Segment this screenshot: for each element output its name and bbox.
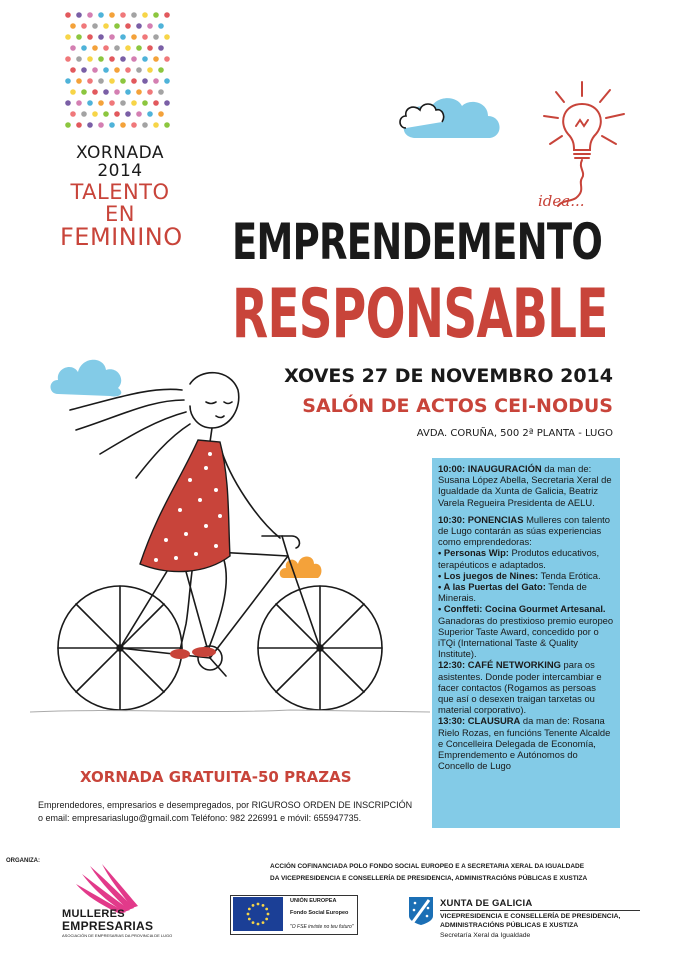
polka-dot xyxy=(136,45,142,51)
polka-dot xyxy=(109,34,115,40)
polka-dot xyxy=(109,100,115,106)
polka-dot xyxy=(158,89,164,95)
polka-dot xyxy=(125,23,131,29)
polka-dot xyxy=(131,122,137,128)
audience-line: Emprendedores, empresarios e desempregados, por RIGUROSO ORDEN DE INSCRIPCIÓN xyxy=(38,800,413,810)
polka-dot xyxy=(76,34,82,40)
polka-dot xyxy=(131,56,137,62)
cofinancing-line1: ACCIÓN COFINANCIADA POLO FONDO SOCIAL EUROPEO E A SECRETARIA XERAL DA IGUALDADE xyxy=(270,863,585,870)
eu-star xyxy=(267,913,270,916)
eu-star xyxy=(247,913,250,916)
polka-dot xyxy=(87,34,93,40)
polka-dot xyxy=(164,122,170,128)
polka-dot xyxy=(125,89,131,95)
polka-dot xyxy=(136,23,142,29)
closing-text: da man de: Rosana Rielo Rozas, en funcións Tenente Alcalde e Concelleira Delegada de Economía, Emprendemento e Autónomos do Concello de Lugo xyxy=(438,715,611,772)
eu-star xyxy=(257,903,260,906)
contact-line: o email: empresariaslugo@gmail.com Teléfono: 982 226991 e móvil: 655947735. xyxy=(38,813,362,823)
program-item xyxy=(438,603,614,659)
polka-dot xyxy=(70,111,76,117)
polka-dot xyxy=(136,89,142,95)
eu-star xyxy=(252,921,255,924)
cofinancing-line2: DA VICEPRESIDENCIA E CONSELLERÍA DE PRESIDENCIA, ADMINISTRACIÓNS PÚBLICAS E XUSTIZA xyxy=(270,875,588,882)
polka-dot xyxy=(120,12,126,18)
polka-dot xyxy=(120,56,126,62)
polka-dot xyxy=(120,122,126,128)
eu-star xyxy=(252,904,255,907)
polka-dot xyxy=(81,67,87,73)
polka-dot xyxy=(142,12,148,18)
coffee-time: 12:30: xyxy=(438,659,466,671)
polka-dot xyxy=(92,23,98,29)
polka-dot xyxy=(65,34,71,40)
polka-dot xyxy=(153,100,159,106)
polka-dot xyxy=(92,89,98,95)
polka-dot xyxy=(153,12,159,18)
title-line-2: RESPONSABLE xyxy=(232,275,608,354)
program-opening xyxy=(438,463,614,508)
polka-dot xyxy=(136,111,142,117)
polka-dot xyxy=(87,56,93,62)
program-box xyxy=(432,458,620,828)
polka-dot xyxy=(92,111,98,117)
polka-dot xyxy=(142,56,148,62)
polka-dot xyxy=(120,34,126,40)
item-text: Ganadoras do prestixioso premio europeo Superior Taste Award, concedido por o iTQi (International Taste & Quality Institute). xyxy=(438,614,614,660)
program-coffee xyxy=(438,659,614,715)
polka-dot xyxy=(164,34,170,40)
eu-star xyxy=(265,918,268,921)
xunta-dept-line2: ADMINISTRACIÓNS PÚBLICAS E XUSTIZA xyxy=(440,922,579,929)
event-address: AVDA. CORUÑA, 500 2ª PLANTA - LUGO xyxy=(416,428,613,439)
eu-fund: Fondo Social Europeo xyxy=(290,910,349,916)
program-item xyxy=(438,547,614,569)
program-item xyxy=(438,570,614,581)
polka-dot xyxy=(70,23,76,29)
polka-dot xyxy=(87,122,93,128)
polka-dot xyxy=(92,67,98,73)
girl-on-bicycle-illustration xyxy=(30,350,430,720)
red-shoe xyxy=(170,649,190,659)
idea-scribble: idea... xyxy=(538,192,585,210)
eu-star xyxy=(262,904,265,907)
org-name-line1: MULLERES xyxy=(62,908,125,920)
polka-dot xyxy=(103,89,109,95)
polka-dot xyxy=(109,78,115,84)
polka-dot xyxy=(65,122,71,128)
polka-dot xyxy=(158,67,164,73)
polka-dot xyxy=(147,111,153,117)
polka-dot xyxy=(131,34,137,40)
polka-dot xyxy=(147,67,153,73)
polka-dot xyxy=(103,111,109,117)
polka-dot xyxy=(153,122,159,128)
polka-dot xyxy=(131,78,137,84)
opening-title: INAUGURACIÓN xyxy=(467,463,542,474)
event-date: XOVES 27 DE NOVEMBRO 2014 xyxy=(284,365,613,387)
polka-dot xyxy=(125,111,131,117)
polka-dot xyxy=(65,78,71,84)
red-dress xyxy=(140,440,230,572)
item-text: Tenda de Minerais. xyxy=(438,581,587,604)
org-subtitle: ASOCIACIÓN DE EMPRESARIAS DA PROVINCIA DE LUGO xyxy=(62,933,173,938)
free-event-heading: XORNADA GRATUITA-50 PRAZAS xyxy=(80,768,352,786)
xunta-name: XUNTA DE GALICIA xyxy=(440,898,533,909)
polka-dot xyxy=(147,89,153,95)
polka-dot xyxy=(65,100,71,106)
polka-dot xyxy=(147,23,153,29)
item-text: Produtos educativos, terapéuticos e adaptados. xyxy=(438,547,600,570)
polka-dot xyxy=(98,34,104,40)
polka-dot xyxy=(158,23,164,29)
polka-dot xyxy=(81,45,87,51)
polka-dot xyxy=(98,12,104,18)
polka-dot xyxy=(164,56,170,62)
talks-title: PONENCIAS xyxy=(467,513,524,525)
polka-dot xyxy=(81,89,87,95)
eu-star xyxy=(248,908,251,911)
polka-dot xyxy=(125,45,131,51)
polka-dot xyxy=(103,23,109,29)
polka-dot xyxy=(98,122,104,128)
polka-dot xyxy=(81,23,87,29)
xornada-year: XORNADA 2014 xyxy=(75,143,165,181)
polka-dot xyxy=(76,56,82,62)
polka-dot xyxy=(158,45,164,51)
polka-dot xyxy=(114,67,120,73)
polka-dot xyxy=(153,34,159,40)
polka-dot xyxy=(136,67,142,73)
polka-dot xyxy=(109,56,115,62)
eu-flag-icon xyxy=(233,897,283,931)
polka-dot xyxy=(164,12,170,18)
lightbulb-icon xyxy=(520,60,650,210)
polka-dot xyxy=(92,45,98,51)
talks-text: Mulleres con talento de Lugo contarán as súas experiencias como emprendedoras: xyxy=(438,513,610,548)
feminino-line: FEMININO xyxy=(60,222,183,251)
opening-time: 10:00: xyxy=(438,463,466,474)
red-shoe xyxy=(192,647,216,657)
title-line-1: EMPRENDEMENTO xyxy=(232,213,603,271)
polka-dot xyxy=(103,67,109,73)
coffee-title: CAFÉ NETWORKING xyxy=(467,659,561,671)
polka-dot xyxy=(103,45,109,51)
polka-dot xyxy=(98,56,104,62)
polka-dot xyxy=(120,100,126,106)
program-closing xyxy=(438,715,614,771)
eu-name: UNIÓN EUROPEA xyxy=(290,898,337,904)
event-venue: SALÓN DE ACTOS CEI-NODUS xyxy=(302,395,613,417)
org-name-line2: EMPRESARIAS xyxy=(62,919,154,933)
polka-dot xyxy=(87,78,93,84)
polka-dot xyxy=(81,111,87,117)
polka-dot xyxy=(65,56,71,62)
polka-dot xyxy=(65,12,71,18)
coffee-text: para os asistentes. Donde poder intercambiar e facer contactos (Rogamos as persoas que así o desexen traigan tarxetas ou material corporativo). xyxy=(438,659,602,716)
polka-dot xyxy=(109,12,115,18)
polka-dot xyxy=(142,122,148,128)
divider xyxy=(440,910,640,911)
polka-dot xyxy=(153,56,159,62)
closing-title: CLAUSURA xyxy=(467,715,521,727)
cloud-icon xyxy=(398,88,508,146)
polka-dot xyxy=(76,100,82,106)
polka-dot xyxy=(158,111,164,117)
xornada-heading xyxy=(60,143,183,251)
polka-dot xyxy=(131,100,137,106)
polka-dot xyxy=(114,45,120,51)
polka-dot xyxy=(87,100,93,106)
polka-dot xyxy=(153,78,159,84)
item-name: • A las Puertas del Gato: xyxy=(438,581,546,593)
xunta-galicia-emblem-icon xyxy=(408,896,434,926)
polka-dot xyxy=(76,122,82,128)
polka-dot xyxy=(114,111,120,117)
polka-dot xyxy=(76,12,82,18)
polka-dot xyxy=(114,89,120,95)
polka-dot xyxy=(70,45,76,51)
talento-line: TALENTO EN xyxy=(70,179,170,226)
polka-dot xyxy=(147,45,153,51)
talks-time: 10:30: xyxy=(438,513,466,525)
polka-dot xyxy=(114,23,120,29)
polka-dot xyxy=(120,78,126,84)
item-name: • Conffeti: Cocina Gourmet Artesanal. xyxy=(438,603,606,615)
polka-dot xyxy=(70,89,76,95)
program-item xyxy=(438,581,614,603)
polka-dot xyxy=(164,100,170,106)
polka-dot-pattern xyxy=(62,10,172,130)
polka-dot xyxy=(142,34,148,40)
eu-star xyxy=(248,918,251,921)
program-talks xyxy=(438,514,614,548)
polka-dot xyxy=(87,12,93,18)
polka-dot xyxy=(164,78,170,84)
item-text: Tenda Erótica. xyxy=(538,569,601,581)
eu-motto: "O FSE inviste no teu futuro" xyxy=(290,924,354,930)
organiza-label: ORGANIZA: xyxy=(6,858,40,864)
polka-dot xyxy=(109,122,115,128)
item-name: • Los juegos de Nines: xyxy=(438,569,539,581)
eu-star xyxy=(265,908,268,911)
polka-dot xyxy=(142,78,148,84)
polka-dot xyxy=(131,12,137,18)
polka-dot xyxy=(70,67,76,73)
polka-dot xyxy=(98,100,104,106)
polka-dot xyxy=(76,78,82,84)
polka-dot xyxy=(125,67,131,73)
xunta-dept-line1: VICEPRESIDENCIA E CONSELLERÍA DE PRESIDENCIA, xyxy=(440,913,621,920)
eu-star xyxy=(262,921,265,924)
polka-dot xyxy=(98,78,104,84)
xunta-dept-line3: Secretaría Xeral da Igualdade xyxy=(440,932,531,939)
polka-dot xyxy=(142,100,148,106)
item-name: • Personas Wip: xyxy=(438,547,509,559)
opening-text: da man de: Susana López Abella, Secretaria Xeral de Igualdade da Xunta de Galicia, Beatriz Varela Regueira Presidenta de AELU. xyxy=(438,463,612,508)
eu-star xyxy=(257,923,260,926)
closing-time: 13:30: xyxy=(438,715,466,727)
